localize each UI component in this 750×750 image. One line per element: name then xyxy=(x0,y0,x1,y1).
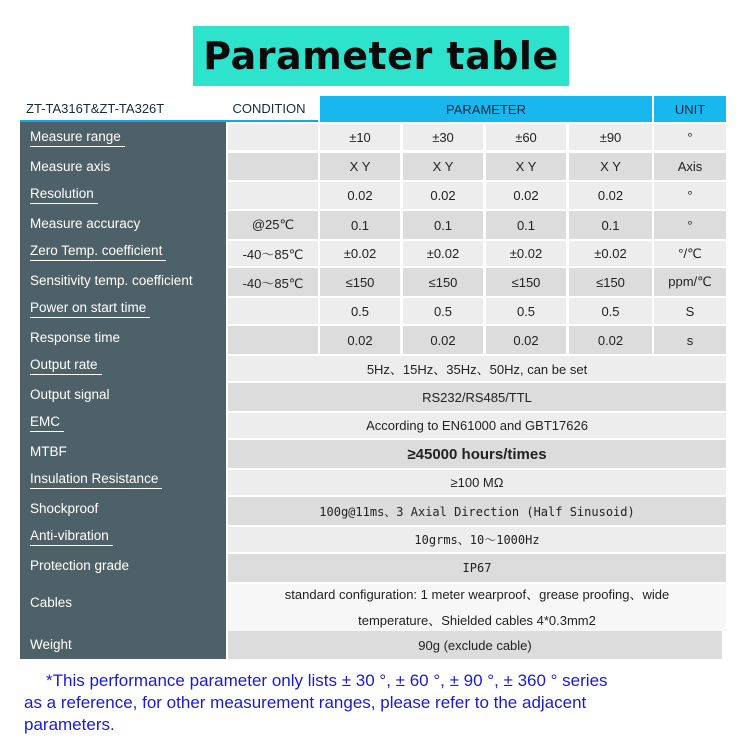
value-cell: 0.1 xyxy=(569,211,652,239)
value-cell: ±30 xyxy=(403,124,483,150)
row-label: Measure accuracy xyxy=(30,216,141,231)
condition-cell xyxy=(228,298,318,324)
footnote xyxy=(24,670,736,736)
value-cell: 0.5 xyxy=(569,298,652,324)
value-cell: 0.02 xyxy=(403,326,483,354)
row-label: Resolution xyxy=(30,185,98,204)
condition-cell: -40～85℃ xyxy=(228,268,318,296)
condition-cell: @25℃ xyxy=(228,211,318,239)
unit-cell: ° xyxy=(654,211,726,239)
row-label: Cables xyxy=(30,595,73,610)
footnote-line: parameters. xyxy=(24,715,115,734)
row-label: EMC xyxy=(30,413,64,432)
unit-cell: ° xyxy=(654,182,726,209)
value-cell: X Y xyxy=(403,153,483,180)
label-column xyxy=(20,122,226,632)
parameter-table xyxy=(20,96,726,659)
value-cell: X Y xyxy=(320,153,400,180)
value-cell: ≤150 xyxy=(569,268,652,296)
unit-cell: S xyxy=(654,298,726,324)
value-cell: 0.02 xyxy=(403,182,483,209)
page-title: Parameter table xyxy=(203,34,559,78)
cables-cell xyxy=(228,584,726,631)
row-label: MTBF xyxy=(30,444,67,459)
unit-cell: °/℃ xyxy=(654,241,726,266)
value-cell: 0.02 xyxy=(320,326,400,354)
row-label: Measure axis xyxy=(30,159,111,174)
row-label: Power on start time xyxy=(30,299,150,318)
value-cell: 0.02 xyxy=(320,182,400,209)
condition-cell xyxy=(228,326,318,354)
value-cell: ±0.02 xyxy=(486,241,566,266)
row-label: Weight xyxy=(30,637,72,652)
cables-line: standard configuration: 1 meter wearproof、grease proofing、wide xyxy=(284,586,670,602)
value-cell: 0.02 xyxy=(569,182,652,209)
header-parameter: PARAMETER xyxy=(320,96,652,122)
value-cell: 0.5 xyxy=(403,298,483,324)
cables-line: temperature、Shielded cables 4*0.3mm2 xyxy=(358,612,596,628)
row-label: Measure range xyxy=(30,128,125,147)
header-model: ZT-TA316T&ZT-TA326T xyxy=(20,96,220,122)
row-label: Shockproof xyxy=(30,501,99,516)
row-label: Response time xyxy=(30,330,121,345)
value-cell: ≥100 MΩ xyxy=(228,470,726,495)
row-label: Sensitivity temp. coefficient xyxy=(30,273,193,288)
header-unit: UNIT xyxy=(654,96,726,122)
row-label: Protection grade xyxy=(30,558,130,573)
value-cell: ≤150 xyxy=(486,268,566,296)
value-cell: 100g@11ms、3 Axial Direction (Half Sinusoid) xyxy=(228,497,726,525)
value-cell: 10grms、10～1000Hz xyxy=(228,527,726,552)
unit-cell: ° xyxy=(654,124,726,150)
row-label: Insulation Resistance xyxy=(30,470,162,489)
value-cell: 0.02 xyxy=(569,326,652,354)
value-cell: 0.1 xyxy=(403,211,483,239)
value-cell: RS232/RS485/TTL xyxy=(228,383,726,411)
unit-cell: ppm/℃ xyxy=(654,268,726,296)
unit-cell: s xyxy=(654,326,726,354)
value-cell: 5Hz、15Hz、35Hz、50Hz, can be set xyxy=(228,356,726,381)
value-cell: ±0.02 xyxy=(569,241,652,266)
unit-cell: Axis xyxy=(654,153,726,180)
title-banner xyxy=(193,26,569,86)
value-cell: X Y xyxy=(486,153,566,180)
value-cell: 0.1 xyxy=(486,211,566,239)
condition-cell xyxy=(228,153,318,180)
row-label: Anti-vibration xyxy=(30,527,113,546)
condition-cell xyxy=(228,182,318,209)
value-cell: ≥45000 hours/times xyxy=(228,440,726,468)
row-label: Output signal xyxy=(30,387,110,402)
value-cell: 0.5 xyxy=(320,298,400,324)
footnote-line: as a reference, for other measurement ranges, please refer to the adjacent xyxy=(24,693,587,712)
value-cell: 90g (exclude cable) xyxy=(228,631,722,659)
footnote-line: *This performance parameter only lists ± 30 °, ± 60 °, ± 90 °, ± 360 ° series xyxy=(46,671,608,690)
value-cell: 0.5 xyxy=(486,298,566,324)
value-cell: ±10 xyxy=(320,124,400,150)
value-cell: ±60 xyxy=(486,124,566,150)
value-cell: X Y xyxy=(569,153,652,180)
row-label: Output rate xyxy=(30,356,102,375)
value-cell: ±0.02 xyxy=(320,241,400,266)
value-cell: According to EN61000 and GBT17626 xyxy=(228,413,726,438)
value-cell: ±0.02 xyxy=(403,241,483,266)
row-label: Zero Temp. coefficient xyxy=(30,242,166,261)
condition-cell xyxy=(228,124,318,150)
condition-cell: -40～85℃ xyxy=(228,241,318,266)
value-cell: 0.1 xyxy=(320,211,400,239)
label-column-weight xyxy=(20,631,226,659)
value-cell: 0.02 xyxy=(486,182,566,209)
value-cell: IP67 xyxy=(228,554,726,582)
header-condition: CONDITION xyxy=(220,96,318,122)
value-cell: ±90 xyxy=(569,124,652,150)
value-cell: 0.02 xyxy=(486,326,566,354)
value-cell: ≤150 xyxy=(403,268,483,296)
value-cell: ≤150 xyxy=(320,268,400,296)
